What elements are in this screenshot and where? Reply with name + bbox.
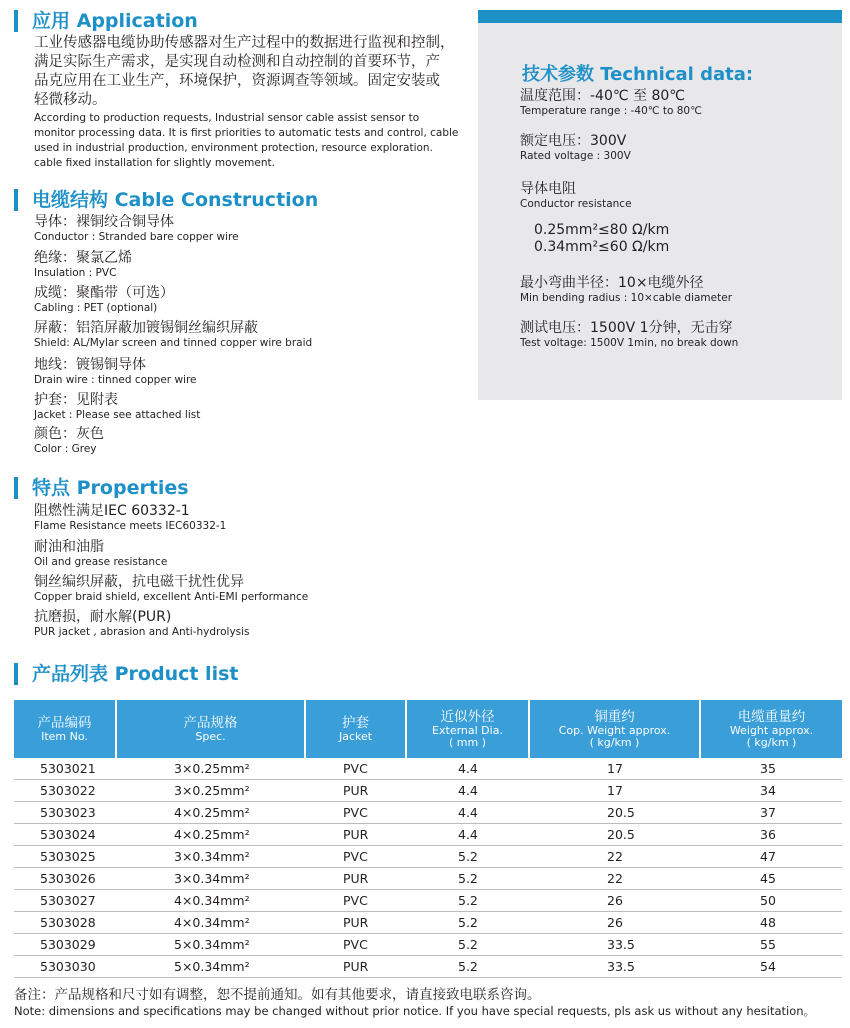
table-row <box>14 824 842 846</box>
header-en: Jacket <box>338 730 373 743</box>
item-en: Oil and grease resistance <box>34 556 168 568</box>
table-cell: 4×0.34mm² <box>116 912 305 934</box>
tech-test-voltage <box>520 319 738 350</box>
table-cell: 4×0.34mm² <box>116 890 305 912</box>
construction-item-insulation <box>34 250 132 280</box>
table-row <box>14 890 842 912</box>
property-oil <box>34 539 167 569</box>
table-cell: 5303022 <box>14 780 116 802</box>
item-cn: 成缆：聚酯带（可选） <box>34 285 174 301</box>
product-table <box>14 700 842 978</box>
table-cell: 4×0.25mm² <box>116 802 305 824</box>
table-cell: 26 <box>529 912 700 934</box>
note-en: Note: dimensions and specifications may be changed without prior notice. If you have special requests, pls ask us without any hesitation。 <box>14 1004 816 1018</box>
table-cell: 37 <box>700 802 842 824</box>
item-cn: 地线：镀锡铜导体 <box>34 357 146 373</box>
construction-item-shield <box>34 320 312 350</box>
item-en: PUR jacket , abrasion and Anti-hydrolysis <box>34 626 250 638</box>
tech-voltage <box>520 132 631 163</box>
application-en-line: According to production requests, Industrial sensor cable assist sensor to <box>34 112 420 124</box>
table-cell: 4.4 <box>406 780 529 802</box>
table-cell: 5303027 <box>14 890 116 912</box>
table-cell: PVC <box>305 846 406 868</box>
table-cell: 5303028 <box>14 912 116 934</box>
item-en: Color : Grey <box>34 443 97 455</box>
item-cn: 护套：见附表 <box>34 392 118 408</box>
properties-title: 特点 Properties <box>14 477 189 499</box>
item-cn: 阻燃性满足IEC 60332-1 <box>34 503 190 519</box>
technical-title: 技术参数 Technical data: <box>522 64 754 85</box>
technical-top-bar <box>478 10 842 23</box>
tech-cn: 额定电压：300V <box>520 133 627 149</box>
application-en-line: cable fixed installation for slightly movement. <box>34 157 275 169</box>
construction-item-conductor <box>34 214 239 244</box>
header-en: Item No. <box>41 730 88 743</box>
tech-resistance-025: 0.25mm²≤80 Ω/km <box>534 222 670 238</box>
header-unit: ( kg/km ) <box>746 736 797 749</box>
table-row <box>14 912 842 934</box>
table-cell: 5×0.34mm² <box>116 934 305 956</box>
tech-en: Conductor resistance <box>520 198 632 210</box>
item-cn: 抗磨损，耐水解(PUR) <box>34 609 172 625</box>
table-cell: PVC <box>305 758 406 780</box>
property-flame <box>34 503 226 533</box>
item-cn: 绝缘：聚氯乙烯 <box>34 250 132 266</box>
technical-data-panel <box>478 10 842 400</box>
note-cn: 备注：产品规格和尺寸如有调整，恕不提前通知。如有其他要求，请直接致电联系咨询。 <box>14 987 541 1003</box>
item-en: Jacket : Please see attached list <box>34 409 201 421</box>
item-en: Copper braid shield, excellent Anti-EMI performance <box>34 591 309 603</box>
table-row <box>14 802 842 824</box>
table-cell: 3×0.34mm² <box>116 868 305 890</box>
table-cell: 48 <box>700 912 842 934</box>
tech-cn: 最小弯曲半径：10×电缆外径 <box>520 275 704 291</box>
table-cell: 5.2 <box>406 846 529 868</box>
table-cell: 3×0.25mm² <box>116 780 305 802</box>
table-cell: 33.5 <box>529 956 700 978</box>
tech-en: Rated voltage : 300V <box>520 150 631 162</box>
col-external-dia <box>406 700 529 758</box>
application-cn-line: 工业传感器电缆协助传感器对生产过程中的数据进行监视和控制， <box>34 35 455 51</box>
item-en: Insulation : PVC <box>34 267 117 279</box>
table-cell: 5303026 <box>14 868 116 890</box>
property-braid <box>34 574 308 604</box>
table-cell: 20.5 <box>529 824 700 846</box>
construction-item-jacket <box>34 392 200 422</box>
table-cell: 4×0.25mm² <box>116 824 305 846</box>
application-text-cn <box>34 34 474 110</box>
table-cell: 35 <box>700 758 842 780</box>
item-en: Cabling : PET (optional) <box>34 302 158 314</box>
tech-resistance-034: 0.34mm²≤60 Ω/km <box>534 239 670 255</box>
table-header-row <box>14 700 842 758</box>
header-cn: 产品规格 <box>183 715 238 731</box>
table-cell: 5×0.34mm² <box>116 956 305 978</box>
col-copper-weight <box>529 700 700 758</box>
table-cell: 47 <box>700 846 842 868</box>
table-cell: 17 <box>529 758 700 780</box>
tech-en: Test voltage: 1500V 1min, no break down <box>520 337 739 349</box>
item-cn: 铜丝编织屏蔽，抗电磁干扰性优异 <box>34 574 244 590</box>
table-cell: 5.2 <box>406 890 529 912</box>
header-unit: ( mm ) <box>448 736 486 749</box>
table-cell: PUR <box>305 780 406 802</box>
col-cable-weight <box>700 700 842 758</box>
item-cn: 导体：裸铜绞合铜导体 <box>34 214 174 230</box>
header-cn: 铜重约 <box>594 709 635 725</box>
header-cn: 护套 <box>342 715 369 731</box>
construction-item-cabling <box>34 285 174 315</box>
table-cell: 5.2 <box>406 934 529 956</box>
table-cell: 5303025 <box>14 846 116 868</box>
table-cell: 5303029 <box>14 934 116 956</box>
item-en: Shield: AL/Mylar screen and tinned copper wire braid <box>34 337 313 349</box>
col-spec <box>116 700 305 758</box>
tech-bending <box>520 274 732 305</box>
table-cell: 5303024 <box>14 824 116 846</box>
table-cell: 4.4 <box>406 758 529 780</box>
table-cell: 36 <box>700 824 842 846</box>
table-row <box>14 868 842 890</box>
application-cn-line: 满足实际生产需求，是实现自动检测和自动控制的首要环节，产 <box>34 54 440 70</box>
tech-resistance <box>520 180 632 211</box>
item-cn: 颜色：灰色 <box>34 426 104 442</box>
header-cn: 近似外径 <box>440 709 495 725</box>
application-en-line: monitor processing data. It is first priorities to automatic tests and control, cable <box>34 127 459 139</box>
table-cell: PVC <box>305 802 406 824</box>
table-row <box>14 758 842 780</box>
application-title: 应用 Application <box>14 10 198 32</box>
product-list-title: 产品列表 Product list <box>14 663 238 685</box>
tech-en: Temperature range : -40℃ to 80℃ <box>520 105 702 117</box>
table-cell: 22 <box>529 846 700 868</box>
application-en-line: used in industrial production, environment protection, resource exploration. <box>34 142 433 154</box>
table-cell: 4.4 <box>406 824 529 846</box>
table-cell: 45 <box>700 868 842 890</box>
table-row <box>14 780 842 802</box>
table-cell: 3×0.34mm² <box>116 846 305 868</box>
table-cell: 55 <box>700 934 842 956</box>
table-cell: 34 <box>700 780 842 802</box>
tech-cn: 测试电压：1500V 1分钟，无击穿 <box>520 320 733 336</box>
table-cell: 5303023 <box>14 802 116 824</box>
application-text-en <box>34 111 474 171</box>
table-cell: 5303021 <box>14 758 116 780</box>
item-en: Drain wire : tinned copper wire <box>34 374 197 386</box>
table-row <box>14 956 842 978</box>
table-cell: PVC <box>305 890 406 912</box>
header-en: Cop. Weight approx. <box>558 724 671 737</box>
tech-cn: 温度范围：-40℃ 至 80℃ <box>520 88 686 104</box>
tech-cn: 导体电阻 <box>520 181 576 197</box>
header-en: Weight approx. <box>729 724 814 737</box>
table-cell: PUR <box>305 956 406 978</box>
table-cell: 5.2 <box>406 868 529 890</box>
table-cell: 3×0.25mm² <box>116 758 305 780</box>
header-unit: ( kg/km ) <box>589 736 640 749</box>
header-cn: 电缆重量约 <box>737 709 806 725</box>
col-jacket <box>305 700 406 758</box>
table-cell: 5.2 <box>406 956 529 978</box>
table-cell: 4.4 <box>406 802 529 824</box>
construction-item-color <box>34 426 104 456</box>
table-row <box>14 846 842 868</box>
table-cell: PVC <box>305 934 406 956</box>
item-en: Conductor : Stranded bare copper wire <box>34 231 239 243</box>
table-cell: 20.5 <box>529 802 700 824</box>
item-cn: 耐油和油脂 <box>34 539 104 555</box>
property-abrasion <box>34 609 250 639</box>
table-cell: PUR <box>305 868 406 890</box>
table-cell: 22 <box>529 868 700 890</box>
item-cn: 屏蔽：铝箔屏蔽加镀锡铜丝编织屏蔽 <box>34 320 258 336</box>
table-cell: PUR <box>305 912 406 934</box>
header-en: Spec. <box>195 730 226 743</box>
table-cell: 26 <box>529 890 700 912</box>
table-cell: 54 <box>700 956 842 978</box>
construction-item-drain <box>34 357 197 387</box>
table-row <box>14 934 842 956</box>
table-cell: 5303030 <box>14 956 116 978</box>
table-cell: 17 <box>529 780 700 802</box>
construction-title: 电缆结构 Cable Construction <box>14 189 318 211</box>
table-cell: 50 <box>700 890 842 912</box>
table-cell: 33.5 <box>529 934 700 956</box>
table-cell: PUR <box>305 824 406 846</box>
header-cn: 产品编码 <box>37 715 92 731</box>
tech-temperature <box>520 87 702 118</box>
table-cell: 5.2 <box>406 912 529 934</box>
header-en: External Dia. <box>432 724 503 737</box>
col-item-no <box>14 700 116 758</box>
item-en: Flame Resistance meets IEC60332-1 <box>34 520 227 532</box>
application-cn-line: 品克应用在工业生产，环境保护，资源调查等领域。固定安装或 <box>34 73 440 89</box>
tech-en: Min bending radius : 10×cable diameter <box>520 292 733 304</box>
application-cn-line: 轻微移动。 <box>34 92 107 108</box>
